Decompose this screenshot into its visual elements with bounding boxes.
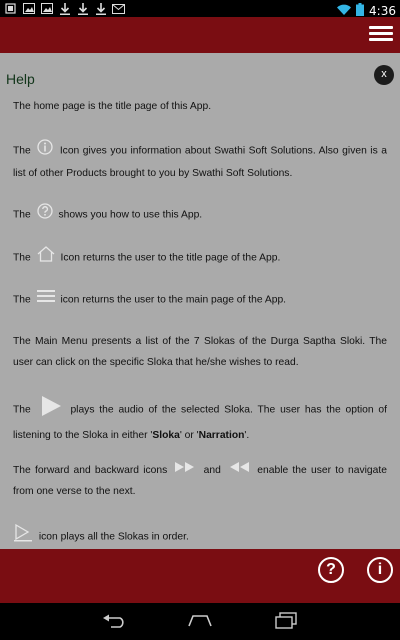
status-bar xyxy=(0,0,400,17)
image-icon xyxy=(22,2,35,15)
help-question-icon xyxy=(37,203,53,227)
forward-icon xyxy=(174,460,196,481)
play-all-icon xyxy=(13,524,33,549)
info-button[interactable]: i xyxy=(367,557,393,583)
system-nav-bar xyxy=(0,603,400,640)
help-paragraph-play-all: icon plays all the Slokas in order. xyxy=(13,524,387,549)
back-icon[interactable] xyxy=(101,611,129,631)
bottom-bar xyxy=(0,549,400,603)
help-paragraph-help: The shows you how to use this App. xyxy=(13,203,387,227)
app-bar xyxy=(0,17,400,53)
help-panel xyxy=(0,53,400,549)
recent-apps-icon[interactable] xyxy=(272,611,300,631)
help-paragraph-info: The Icon gives you information about Swathi Soft Solutions. Also given is a list of other Products brought to you by Swathi Soft Solutions. xyxy=(13,139,387,184)
download-icon xyxy=(76,2,89,15)
notification-icons xyxy=(4,2,125,15)
app-icon xyxy=(4,2,17,15)
help-paragraph-home-icon: The Icon returns the user to the title page of the App. xyxy=(13,246,387,270)
image-icon xyxy=(40,2,53,15)
info-icon xyxy=(37,139,53,163)
gmail-icon xyxy=(112,2,125,15)
help-paragraph-main-menu: The Main Menu presents a list of the 7 Slokas of the Durga Saptha Sloki. The user can click on the specific Sloka that he/she wishes to read. xyxy=(13,336,387,368)
menu-icon xyxy=(37,289,55,311)
help-button[interactable]: ? xyxy=(318,557,344,583)
play-icon xyxy=(39,395,63,425)
home-nav-icon[interactable] xyxy=(186,611,214,631)
help-paragraph-menu-icon: The icon returns the user to the main page of the App. xyxy=(13,289,387,311)
download-icon xyxy=(58,2,71,15)
download-icon xyxy=(94,2,107,15)
help-paragraph-home: The home page is the title page of this App. xyxy=(13,101,212,112)
close-button[interactable]: x xyxy=(374,65,394,85)
help-paragraph-play: The plays the audio of the selected Sloka. The user has the option of listening to the Sloka in either 'Sloka' or 'Narration'. xyxy=(13,395,387,446)
backward-icon xyxy=(228,460,250,481)
hamburger-menu-icon[interactable] xyxy=(369,23,393,47)
home-icon xyxy=(37,246,55,270)
help-title: Help xyxy=(6,71,35,87)
clock: 4:36 xyxy=(369,3,396,18)
help-paragraph-navigation: The forward and backward icons and enable the user to navigate from one verse to the next. xyxy=(13,460,387,502)
